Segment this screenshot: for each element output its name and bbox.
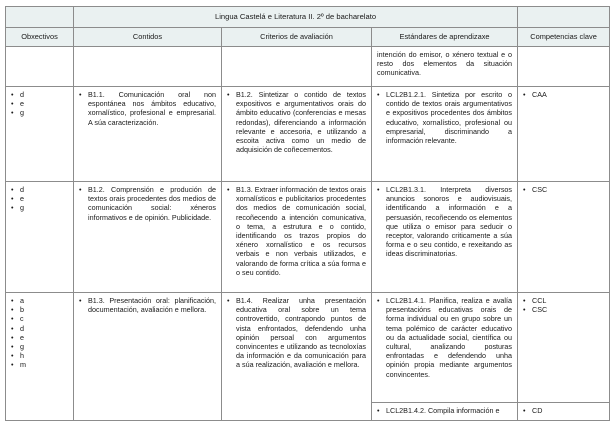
- objective-item: • b: [11, 305, 68, 314]
- content-item: • B1.1. Comunicación oral non espontánea nos ámbitos educativo, xornalístico, profesional e empresarial. A súa caracterización.: [79, 90, 216, 127]
- competence-item: • CD: [523, 406, 604, 415]
- standard-item: • LCL2B1.4.2. Compila información e: [377, 406, 512, 415]
- continuation-row: [6, 47, 610, 87]
- header-contents: Contidos: [74, 28, 222, 47]
- criterion-item: • B1.4. Realizar unha presentación educativa oral sobre un tema controvertido, contrapondo puntos de vista enfrontados, defendendo unha opinión persoal con argumentos convincentes e utilizando as tecnoloxías da información e da comunicación para a súa realización, avaliación e mellora.: [227, 296, 366, 370]
- table-row: [6, 182, 610, 293]
- standard-item: • LCL2B1.3.1. Interpreta diversos anuncios sonoros e audiovisuais, identificando a información e a persuasión, recoñecendo os elementos que utiliza o emisor para seducir o receptor, valorando criticamente a súa forma e o seu contido, e rexeitando as ideas discriminatorias.: [377, 185, 512, 259]
- standard-item: • LCL2B1.4.1. Planifica, realiza e avalía presentacións educativas orais de forma individual ou en grupo sobre un tema polémico de carácter educativo ou da actualidade social, científica ou cultural, analizando posturas enfrontadas e defendendo unha opinión propia mediante argumentos convincentes.: [377, 296, 512, 379]
- standards-cell: [372, 403, 518, 421]
- title-blank-cell: [6, 7, 74, 28]
- objective-item: • h: [11, 351, 68, 360]
- objective-item: • d: [11, 185, 68, 194]
- table-row: [6, 293, 610, 403]
- objective-item: • g: [11, 108, 68, 117]
- standards-cell: [372, 293, 518, 403]
- standard-item: • LCL2B1.2.1. Sintetiza por escrito o contido de textos orais argumentativos e expositivos procedentes dos ámbitos educativo, xornalístico, profesional ou empresarial, discriminando a información relevante.: [377, 90, 512, 145]
- header-criteria: Criterios de avaliación: [222, 28, 372, 47]
- competence-item: • CSC: [523, 185, 604, 194]
- standards-cell: [372, 87, 518, 182]
- objective-item: • e: [11, 194, 68, 203]
- competences-cell: [518, 403, 610, 421]
- continuation-empty-contents: [74, 47, 222, 87]
- competence-item: • CCL: [523, 296, 604, 305]
- curriculum-table: [5, 6, 610, 421]
- competence-item: • CSC: [523, 305, 604, 314]
- title-blank-cell-right: [518, 7, 610, 28]
- objective-item: • d: [11, 90, 68, 99]
- objective-item: • d: [11, 324, 68, 333]
- standards-cell: [372, 182, 518, 293]
- competences-cell: [518, 182, 610, 293]
- content-cell: [74, 293, 222, 421]
- objective-item: • m: [11, 360, 68, 369]
- objectives-cell: [6, 182, 74, 293]
- objective-item: • e: [11, 333, 68, 342]
- competence-item: • CAA: [523, 90, 604, 99]
- objective-item: • e: [11, 99, 68, 108]
- title-row: [6, 7, 610, 28]
- continuation-text: intención do emisor, o xénero textual e o resto dos elementos da situación comunicativa.: [372, 47, 518, 87]
- objectives-cell: [6, 293, 74, 421]
- continuation-empty-objectives: [6, 47, 74, 87]
- continuation-empty-criteria: [222, 47, 372, 87]
- table-title: Lingua Castelá e Literatura II. 2º de bacharelato: [74, 7, 518, 28]
- objectives-cell: [6, 87, 74, 182]
- header-objectives: Obxectivos: [6, 28, 74, 47]
- content-cell: [74, 182, 222, 293]
- criterion-item: • B1.3. Extraer información de textos orais xornalísticos e publicitarios procedentes dos medios de comunicación social, recoñecendo a intención comunicativa, o tema, a estrutura e o contido, identificando os trazos propios do xénero xornalístico e os recursos verbais e non verbais utilizados, e valorando de forma crítica a súa forma e o seu contido.: [227, 185, 366, 277]
- continuation-empty-competences: [518, 47, 610, 87]
- content-item: • B1.3. Presentación oral: planificación, documentación, avaliación e mellora.: [79, 296, 216, 314]
- header-standards: Estándares de aprendizaxe: [372, 28, 518, 47]
- content-cell: [74, 87, 222, 182]
- criterion-cell: [222, 182, 372, 293]
- curriculum-sheet: [5, 6, 609, 421]
- objective-item: • a: [11, 296, 68, 305]
- criterion-item: • B1.2. Sintetizar o contido de textos expositivos e argumentativos orais do ámbito educativo (conferencias e mesas redondas), diferenciando a información relevante e accesoria, e utilizando a escoita activa como un medio de adquisición de coñecementos.: [227, 90, 366, 154]
- header-competences: Competencias clave: [518, 28, 610, 47]
- competences-cell: [518, 87, 610, 182]
- content-item: • B1.2. Comprensión e produción de textos orais procedentes dos medios de comunicación social: xéneros informativos e de opinión. Publicidade.: [79, 185, 216, 222]
- objective-item: • g: [11, 342, 68, 351]
- table-row: [6, 87, 610, 182]
- criterion-cell: [222, 87, 372, 182]
- objective-item: • c: [11, 314, 68, 323]
- objective-item: • g: [11, 203, 68, 212]
- competences-cell: [518, 293, 610, 403]
- criterion-cell: [222, 293, 372, 421]
- header-row: [6, 28, 610, 47]
